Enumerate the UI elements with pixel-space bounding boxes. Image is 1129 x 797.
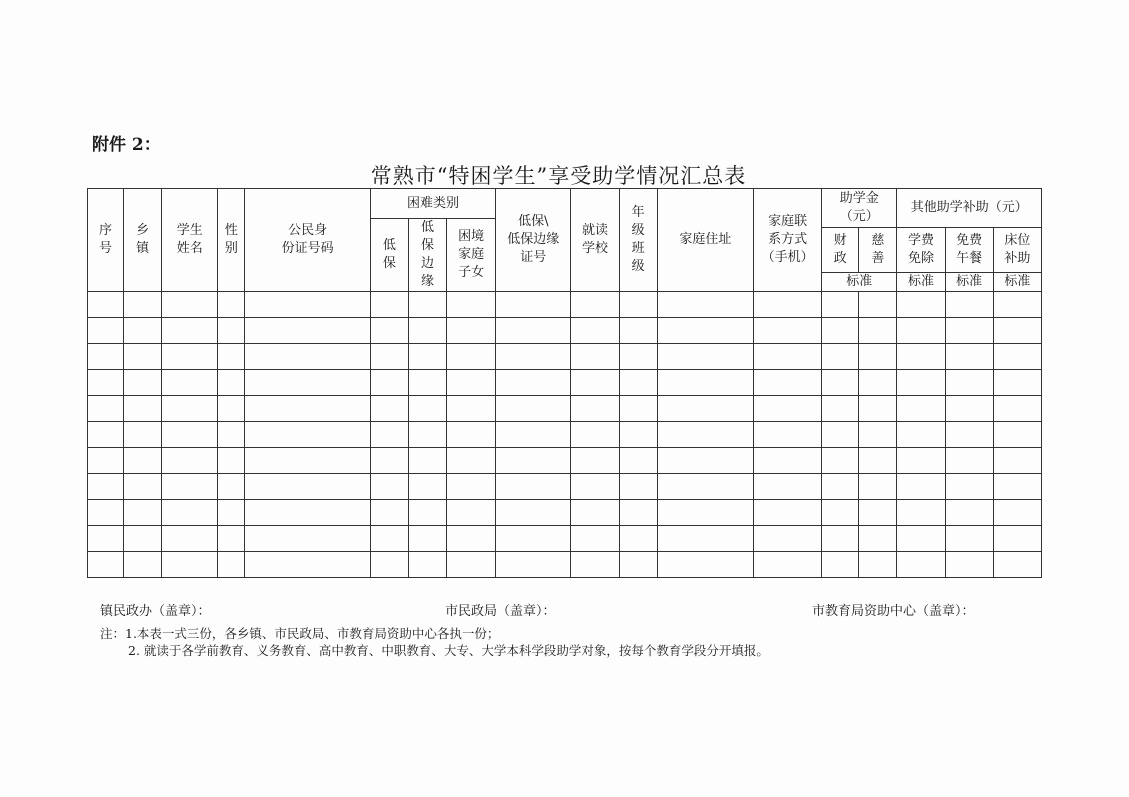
table-cell[interactable] [897, 396, 945, 422]
table-cell[interactable] [88, 526, 124, 552]
table-cell[interactable] [859, 370, 897, 396]
table-cell[interactable] [496, 474, 571, 500]
table-cell[interactable] [657, 526, 753, 552]
table-cell[interactable] [124, 448, 162, 474]
table-cell[interactable] [657, 370, 753, 396]
table-cell[interactable] [753, 526, 821, 552]
table-cell[interactable] [370, 344, 408, 370]
table-cell[interactable] [822, 552, 859, 578]
table-cell[interactable] [245, 474, 370, 500]
header-other-aid: 其他助学补助（元） [897, 189, 1042, 228]
header-home-address: 家庭住址 [657, 189, 753, 292]
table-cell[interactable] [162, 500, 218, 526]
summary-table [87, 188, 1042, 578]
table-cell[interactable] [124, 526, 162, 552]
table-cell[interactable] [657, 292, 753, 318]
table-cell[interactable] [162, 370, 218, 396]
table-cell[interactable] [496, 396, 571, 422]
header-hardship-type: 困难类别 [370, 189, 495, 219]
table-cell[interactable] [218, 344, 245, 370]
table-cell[interactable] [822, 448, 859, 474]
table-row [88, 396, 1042, 422]
table-cell[interactable] [370, 422, 408, 448]
table-cell[interactable] [447, 552, 496, 578]
table-cell[interactable] [657, 552, 753, 578]
table-cell[interactable] [218, 526, 245, 552]
table-cell[interactable] [859, 552, 897, 578]
table-cell[interactable] [496, 344, 571, 370]
header-contact: 家庭联 系方式 （手机） [753, 189, 821, 292]
header-id-number: 公民身 份证号码 [245, 189, 370, 292]
header-scholarship-standard: 标准 [822, 273, 897, 292]
signature-town-office: 镇民政办（盖章）： [100, 604, 211, 619]
table-cell[interactable] [859, 474, 897, 500]
signature-civil-affairs: 市民政局（盖章）： [445, 604, 556, 619]
table-cell[interactable] [408, 344, 446, 370]
table-cell[interactable] [859, 344, 897, 370]
table-cell[interactable] [753, 344, 821, 370]
table-cell[interactable] [218, 552, 245, 578]
table-cell[interactable] [88, 318, 124, 344]
table-cell[interactable] [88, 474, 124, 500]
table-cell[interactable] [370, 370, 408, 396]
table-cell[interactable] [619, 422, 657, 448]
attachment-label: 附件 2： [92, 135, 161, 155]
table-cell[interactable] [619, 474, 657, 500]
header-scholarship: 助学金 （元） [822, 189, 897, 228]
header-bed-subsidy: 床位 补助 [993, 228, 1041, 273]
table-cell[interactable] [945, 422, 993, 448]
table-cell[interactable] [822, 500, 859, 526]
table-cell[interactable] [162, 552, 218, 578]
table-cell[interactable] [245, 396, 370, 422]
table-cell[interactable] [218, 422, 245, 448]
table-cell[interactable] [245, 500, 370, 526]
table-cell[interactable] [447, 292, 496, 318]
table-cell[interactable] [619, 552, 657, 578]
table-cell[interactable] [822, 292, 859, 318]
table-row [88, 526, 1042, 552]
table-cell[interactable] [124, 422, 162, 448]
table-cell[interactable] [945, 292, 993, 318]
table-cell[interactable] [370, 500, 408, 526]
table-cell[interactable] [88, 448, 124, 474]
table-cell[interactable] [657, 422, 753, 448]
table-cell[interactable] [162, 344, 218, 370]
header-lunch-standard: 标准 [945, 273, 993, 292]
table-cell[interactable] [370, 396, 408, 422]
table-cell[interactable] [447, 396, 496, 422]
table-cell[interactable] [124, 318, 162, 344]
table-cell[interactable] [408, 552, 446, 578]
table-cell[interactable] [571, 292, 619, 318]
table-row [88, 474, 1042, 500]
table-cell[interactable] [245, 526, 370, 552]
table-cell[interactable] [619, 370, 657, 396]
header-bed-standard: 标准 [993, 273, 1041, 292]
table-cell[interactable] [496, 292, 571, 318]
table-cell[interactable] [408, 474, 446, 500]
table-cell[interactable] [571, 526, 619, 552]
table-cell[interactable] [753, 396, 821, 422]
table-cell[interactable] [370, 318, 408, 344]
table-cell[interactable] [753, 318, 821, 344]
table-row [88, 292, 1042, 318]
table-cell[interactable] [993, 292, 1041, 318]
table-cell[interactable] [993, 448, 1041, 474]
table-row [88, 344, 1042, 370]
table-cell[interactable] [945, 396, 993, 422]
table-cell[interactable] [897, 370, 945, 396]
table-cell[interactable] [370, 448, 408, 474]
table-row [88, 500, 1042, 526]
table-cell[interactable] [753, 370, 821, 396]
table-cell[interactable] [162, 318, 218, 344]
table-cell[interactable] [753, 474, 821, 500]
table-row [88, 552, 1042, 578]
table-cell[interactable] [619, 500, 657, 526]
table-cell[interactable] [753, 448, 821, 474]
header-tuition-waiver: 学费 免除 [897, 228, 945, 273]
table-cell[interactable] [993, 526, 1041, 552]
table-cell[interactable] [859, 422, 897, 448]
header-gender: 性 别 [218, 189, 245, 292]
header-scholarship-charity: 慈 善 [859, 228, 897, 273]
table-cell[interactable] [993, 344, 1041, 370]
table-cell[interactable] [571, 552, 619, 578]
table-cell[interactable] [162, 526, 218, 552]
table-cell[interactable] [993, 552, 1041, 578]
header-scholarship-finance: 财 政 [822, 228, 859, 273]
table-cell[interactable] [945, 552, 993, 578]
table-cell[interactable] [822, 526, 859, 552]
table-cell[interactable] [571, 448, 619, 474]
table-cell[interactable] [859, 318, 897, 344]
table-cell[interactable] [753, 422, 821, 448]
table-cell[interactable] [124, 396, 162, 422]
table-cell[interactable] [88, 370, 124, 396]
table-cell[interactable] [993, 500, 1041, 526]
table-cell[interactable] [447, 500, 496, 526]
table-cell[interactable] [218, 474, 245, 500]
table-cell[interactable] [245, 318, 370, 344]
table-cell[interactable] [124, 370, 162, 396]
header-hardship-dibao: 低 保 [370, 219, 408, 292]
table-cell[interactable] [859, 526, 897, 552]
table-cell[interactable] [657, 318, 753, 344]
table-cell[interactable] [408, 422, 446, 448]
header-town: 乡 镇 [124, 189, 162, 292]
table-cell[interactable] [408, 448, 446, 474]
table-cell[interactable] [822, 422, 859, 448]
table-cell[interactable] [496, 500, 571, 526]
signature-education-center: 市教育局资助中心（盖章）： [812, 604, 975, 619]
header-school: 就读 学校 [571, 189, 619, 292]
table-cell[interactable] [218, 500, 245, 526]
table-cell[interactable] [897, 344, 945, 370]
table-row [88, 370, 1042, 396]
table-cell[interactable] [408, 318, 446, 344]
table-cell[interactable] [218, 292, 245, 318]
table-cell[interactable] [496, 552, 571, 578]
table-cell[interactable] [945, 318, 993, 344]
table-cell[interactable] [162, 474, 218, 500]
table-cell[interactable] [897, 422, 945, 448]
table-cell[interactable] [124, 552, 162, 578]
table-cell[interactable] [408, 526, 446, 552]
table-cell[interactable] [370, 292, 408, 318]
header-grade-class: 年 级 班 级 [619, 189, 657, 292]
table-cell[interactable] [897, 448, 945, 474]
table-cell[interactable] [496, 318, 571, 344]
table-cell[interactable] [88, 292, 124, 318]
table-cell[interactable] [408, 396, 446, 422]
table-cell[interactable] [945, 500, 993, 526]
data-rows [88, 292, 1042, 578]
table-cell[interactable] [945, 526, 993, 552]
form-title: 常熟市“特困学生”享受助学情况汇总表 [370, 164, 747, 188]
table-cell[interactable] [88, 552, 124, 578]
table-cell[interactable] [993, 396, 1041, 422]
table-cell[interactable] [245, 422, 370, 448]
table-cell[interactable] [945, 474, 993, 500]
table-cell[interactable] [218, 448, 245, 474]
table-cell[interactable] [571, 474, 619, 500]
header-tuition-standard: 标准 [897, 273, 945, 292]
table-cell[interactable] [88, 344, 124, 370]
table-cell[interactable] [408, 292, 446, 318]
table-cell[interactable] [619, 292, 657, 318]
note-1: 注：1.本表一式三份，各乡镇、市民政局、市教育局资助中心各执一份； [100, 626, 500, 641]
table-cell[interactable] [162, 422, 218, 448]
header-hardship-plight: 困境 家庭 子女 [447, 219, 496, 292]
table-cell[interactable] [447, 422, 496, 448]
table-cell[interactable] [447, 448, 496, 474]
table-cell[interactable] [859, 292, 897, 318]
table-cell[interactable] [370, 552, 408, 578]
header-cert-number: 低保\ 低保边缘 证号 [496, 189, 571, 292]
table-cell[interactable] [408, 370, 446, 396]
table-cell[interactable] [619, 526, 657, 552]
table-cell[interactable] [619, 448, 657, 474]
table-cell[interactable] [657, 344, 753, 370]
table-cell[interactable] [447, 474, 496, 500]
table-cell[interactable] [571, 396, 619, 422]
table-cell[interactable] [218, 396, 245, 422]
header-free-lunch: 免费 午餐 [945, 228, 993, 273]
table-cell[interactable] [753, 500, 821, 526]
table-cell[interactable] [822, 396, 859, 422]
table-cell[interactable] [370, 526, 408, 552]
table-cell[interactable] [496, 370, 571, 396]
table-cell[interactable] [447, 526, 496, 552]
table-cell[interactable] [993, 370, 1041, 396]
table-cell[interactable] [124, 292, 162, 318]
table-cell[interactable] [619, 344, 657, 370]
table-cell[interactable] [753, 292, 821, 318]
table-cell[interactable] [124, 344, 162, 370]
table-cell[interactable] [822, 370, 859, 396]
table-cell[interactable] [657, 396, 753, 422]
table-cell[interactable] [245, 370, 370, 396]
table-cell[interactable] [822, 318, 859, 344]
table-cell[interactable] [88, 396, 124, 422]
table-row [88, 448, 1042, 474]
table-cell[interactable] [993, 422, 1041, 448]
table-cell[interactable] [88, 422, 124, 448]
table-cell[interactable] [897, 292, 945, 318]
note-2: 2. 就读于各学前教育、义务教育、高中教育、中职教育、大专、大学本科学段助学对象，按每个教育学段分开填报。 [128, 643, 769, 658]
table-cell[interactable] [218, 318, 245, 344]
table-cell[interactable] [88, 500, 124, 526]
table-cell[interactable] [859, 448, 897, 474]
table-cell[interactable] [619, 396, 657, 422]
table-row [88, 422, 1042, 448]
table-cell[interactable] [162, 292, 218, 318]
table-row [88, 318, 1042, 344]
table-cell[interactable] [571, 500, 619, 526]
table-cell[interactable] [945, 448, 993, 474]
table-cell[interactable] [945, 344, 993, 370]
table-cell[interactable] [218, 370, 245, 396]
header-hardship-dibao-edge: 低 保 边 缘 [408, 219, 446, 292]
table-cell[interactable] [124, 500, 162, 526]
table-cell[interactable] [162, 448, 218, 474]
table-cell[interactable] [657, 448, 753, 474]
header-seq: 序 号 [88, 189, 124, 292]
table-cell[interactable] [245, 448, 370, 474]
table-cell[interactable] [496, 448, 571, 474]
table-cell[interactable] [571, 422, 619, 448]
table-cell[interactable] [571, 344, 619, 370]
table-cell[interactable] [408, 500, 446, 526]
table-cell[interactable] [822, 344, 859, 370]
table-cell[interactable] [859, 396, 897, 422]
table-cell[interactable] [619, 318, 657, 344]
table-cell[interactable] [162, 396, 218, 422]
table-cell[interactable] [753, 552, 821, 578]
table-cell[interactable] [657, 474, 753, 500]
table-cell[interactable] [945, 370, 993, 396]
table-cell[interactable] [993, 318, 1041, 344]
table-cell[interactable] [897, 474, 945, 500]
table-cell[interactable] [447, 370, 496, 396]
table-cell[interactable] [496, 526, 571, 552]
table-cell[interactable] [897, 318, 945, 344]
table-cell[interactable] [245, 552, 370, 578]
table-cell[interactable] [897, 500, 945, 526]
table-cell[interactable] [496, 422, 571, 448]
table-cell[interactable] [245, 344, 370, 370]
table-cell[interactable] [124, 474, 162, 500]
table-cell[interactable] [897, 552, 945, 578]
table-cell[interactable] [897, 526, 945, 552]
table-cell[interactable] [822, 474, 859, 500]
table-cell[interactable] [571, 318, 619, 344]
table-cell[interactable] [993, 474, 1041, 500]
table-cell[interactable] [447, 318, 496, 344]
header-name: 学生 姓名 [162, 189, 218, 292]
table-cell[interactable] [571, 370, 619, 396]
table-cell[interactable] [370, 474, 408, 500]
table-cell[interactable] [657, 500, 753, 526]
table-cell[interactable] [245, 292, 370, 318]
table-cell[interactable] [859, 500, 897, 526]
table-cell[interactable] [447, 344, 496, 370]
